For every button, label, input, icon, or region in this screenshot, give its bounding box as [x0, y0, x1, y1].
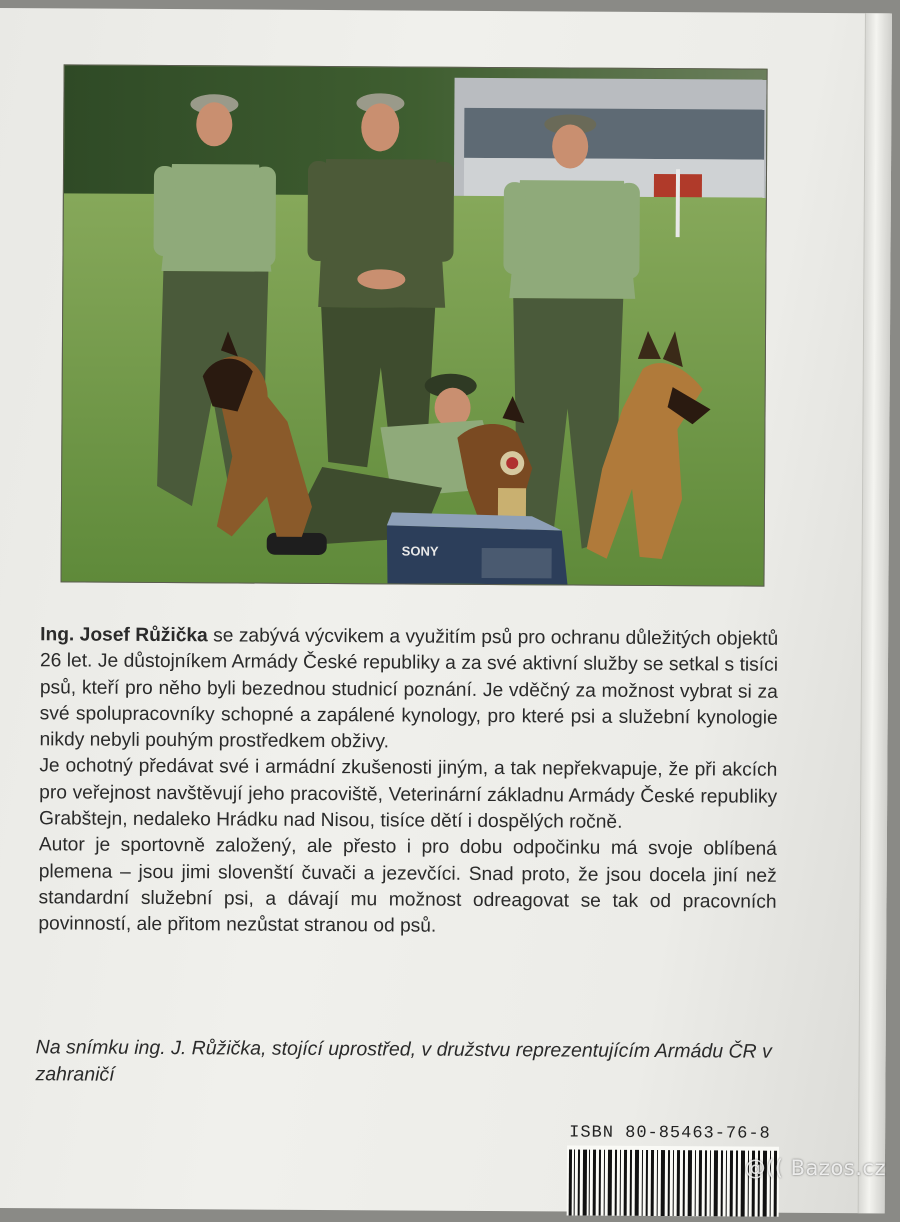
author-bio — [38, 622, 778, 942]
book-back-cover — [0, 8, 892, 1213]
team-photo-illustration — [61, 65, 766, 585]
bio-paragraph-1-text: se zabývá výcvikem a využitím psů pro ochranu důležitých objektů 26 let. Je důstojníkem Armády České republiky a za své aktivní služby se setkal s tisíci psů, kteří pro něho byli bezednou studnicí poznání. Je vděčný za možnost vybrat si za své spolupracovníky schopné a zapálené kynology, pro které psi a služební kynologie nikdy nebyli pouhým prostředkem obživy. — [39, 625, 779, 753]
cover-edge — [858, 13, 892, 1213]
author-name: Ing. Josef Růžička — [40, 624, 208, 647]
bio-paragraph-2: Je ochotný předávat své i armádní zkušenosti jiným, a tak nepřekvapuje, že při akcích pro veřejnost navštěvují jeho pracoviště, Veterinární základnu Armády České republiky Grabštejn, nedaleko Hrádku nad Nisou, tisíce dětí i dospělých ročně. — [38, 755, 778, 833]
photo-caption: Na snímku ing. J. Růžička, stojící uprostřed, v družstvu reprezentujícím Armádu ČR v zahraničí — [35, 1036, 772, 1086]
team-photo — [60, 64, 767, 586]
sony-label: SONY — [401, 543, 439, 559]
bio-paragraph-1 — [39, 622, 778, 758]
bazos-watermark: @(( Bazos.cz — [744, 1156, 886, 1180]
isbn-number: ISBN 80-85463-76-8 — [569, 1123, 771, 1144]
sony-box — [386, 512, 567, 584]
bio-paragraph-3: Autor je sportovně založený, ale přesto i pro dobu odpočinku má svoje oblíbená plemena – jsou jimi slovenští čuvači a jezevčíci. Snad proto, že jsou docela jiní než standardní služební psi, a dávají mu možnost odreagovat se tak od pracovních povinností, ale přitom nezůstat stranou od psů. — [38, 834, 777, 937]
